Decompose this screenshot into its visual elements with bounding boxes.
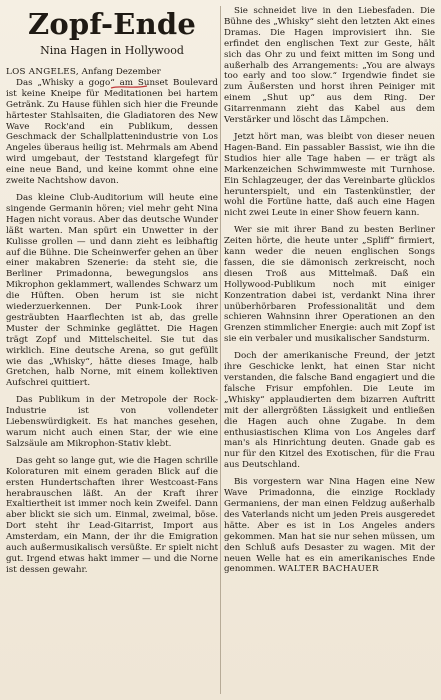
subheadline: Nina Hagen in Hollywood (40, 44, 184, 57)
paragraph: Sie schneidet live in den Liebesfaden. Die Bühne des „Whisky“ sieht den letzten Akt eines Dramas. Die Hagen improvisiert ihn. Sie erfindet den englischen Text zur Geste, hält sich das Ohr zu und feixt mitten im Song und außerhalb des Arrangements: „You are always too early and too slow.“ Irgendwie findet sie zum Äußersten und horst ihren Peiniger mit einem „Shut up“ aus dem Ring. Der Gitarrenmann zieht das Kabel aus dem Verstärker und löscht das Lämpchen. (224, 6, 435, 126)
paragraph-last (224, 477, 435, 575)
headline: Zopf-Ende (28, 7, 196, 41)
dateline-city: LOS ANGELES, (6, 67, 79, 77)
dateline (6, 67, 218, 78)
dateline-date: Anfang Dezember (81, 67, 161, 77)
paragraph: Wer sie mit ihrer Band zu besten Berliner Zeiten hörte, die heute unter „Spliff“ firmiert, kann weder die neuen englischen Songs fassen, die sie dämonisch zerkreischt, noch diesen Troß aus Mittelmaß. Daß ein Hollywood-Publikum noch mit einiger Konzentration dabei ist, verdankt Nina ihrer unüberhörbaren Professionalität und dem schieren Wahnsinn ihrer Operationen an den Grenzen stimmlicher Energie: auch mit Zopf ist sie ein verbaler und musikalischer Sandsturm. (224, 225, 435, 345)
column-rule (220, 6, 221, 694)
paragraph: Jetzt hört man, was bleibt von dieser neuen Hagen-Band. Ein passabler Bassist, wie ihn die Studios hier alle Tage haben — er trägt als Markenzeichen Schwimmweste mit Turnhose. Ein Schlagzeuger, der das Vereinbarte glücklos herunterspielt, und ein Tastenkünstler, der wohl die Fortüne hatte, daß auch eine Hagen nicht zwei Leute in einer Show feuern kann. (224, 131, 435, 219)
paragraph: Das kleine Club-Auditorium will heute eine singende Germanin hören; viel mehr geht Nina Hagen nicht voraus. Aber das deutsche Wunder läßt warten. Man spürt ein Unwetter in der Kulisse grollen — und dann zieht es leibhaftig auf die Bühne. Die Scheinwerfer gehen an über einer makabren Szenerie: da steht sie, die Berliner Primadonna, bewegungslos ans Mikrophon geklammert, wallendes Schwarz um die Hüften. Oben herum ist sie nicht wiederzuerkennen. Der Punk-Look ihrer gesträubten Haarflechten ist ab, das grelle Muster der Schminke geglättet. Die Hagen trägt Zopf und Mittelscheitel. Sie tut das wirklich. Eine deutsche Arena, so gut gefüllt wie das „Whisky“, hätte dieses Image, halb Gretchen, halb Norne, mit einem kollektiven Aufschrei quittiert. (6, 192, 218, 389)
paragraph-last-text: Bis vorgestern war Nina Hagen eine New Wave Primadonna, die einzige Rocklady Germaniens, der man einen Feldzug außerhalb des Vaterlands nicht um jeden Preis ausgeredet hätte. Aber es ist in Los Angeles anders gekommen. Man hat sie nur sehen müssen, um den Schluß aufs Desaster zu wagen. Mit der neuen Welle hat es ein amerikanisches Ende genommen. (224, 477, 435, 575)
author: WALTER BACHAUER (278, 564, 379, 575)
paragraph: Das Publikum in der Metropole der Rock-Industrie ist von vollendeter Liebenswürdigkeit. Es hat manches gesehen, warum nicht auch einen Star, der wie eine Salzsäule am Mikrophon-Stativ klebt. (6, 395, 218, 449)
paragraph: Doch der amerikanische Freund, der jetzt ihre Geschicke lenkt, hat einen Star nicht verstanden, die falsche Band engagiert und die falsche Frisur empfohlen. Die Leute im „Whisky“ applaudierten dem bizarren Auftritt mit der allergrößten Lässigkeit und entließen die Hagen auch ohne Zugabe. In dem enthusiastischen Klima von Los Angeles darf man's als Hinrichtung deuten. Gnade gab es nur für den Kitzel des Exotischen, für die Frau aus Deutschland. (224, 351, 435, 471)
paragraph: Das „Whisky a gogo“ am Sunset Boulevard ist keine Kneipe für Meditationen bei hartem Getränk. Zu Hause fühlen sich hier die Freunde härtester Stahlsaiten, die Gladiatoren des New Wave Rock'and ein Publikum, dessen Geschmack der Schallplattenindustrie von Los Angeles überaus heilig ist. Mehrmals am Abend wird umgebaut, der Teststand klargefegt für eine neue Band, und keine kommt ohne eine zweite Nachtshow davon. (6, 77, 218, 187)
left-column (6, 6, 218, 700)
paragraph: Das geht so lange gut, wie die Hagen schrille Koloraturen mit einem geraden Blick auf die ersten Hundertschaften ihrer Westcoast-Fans herabrauschen läßt. An der Kraft ihrer Exaltiertheit ist immer noch kein Zweifel. Dann aber blickt sie sich um. Einmal, zweimal, böse. Dort steht ihr Lead-Gitarrist, Import aus Amsterdam, ein Mann, der ihr die Emigration auch außermusikalisch versüßte. Er spielt nicht gut. Irgend etwas hakt immer — und die Norne ist dessen gewahr. (6, 455, 218, 575)
right-column (224, 6, 435, 700)
